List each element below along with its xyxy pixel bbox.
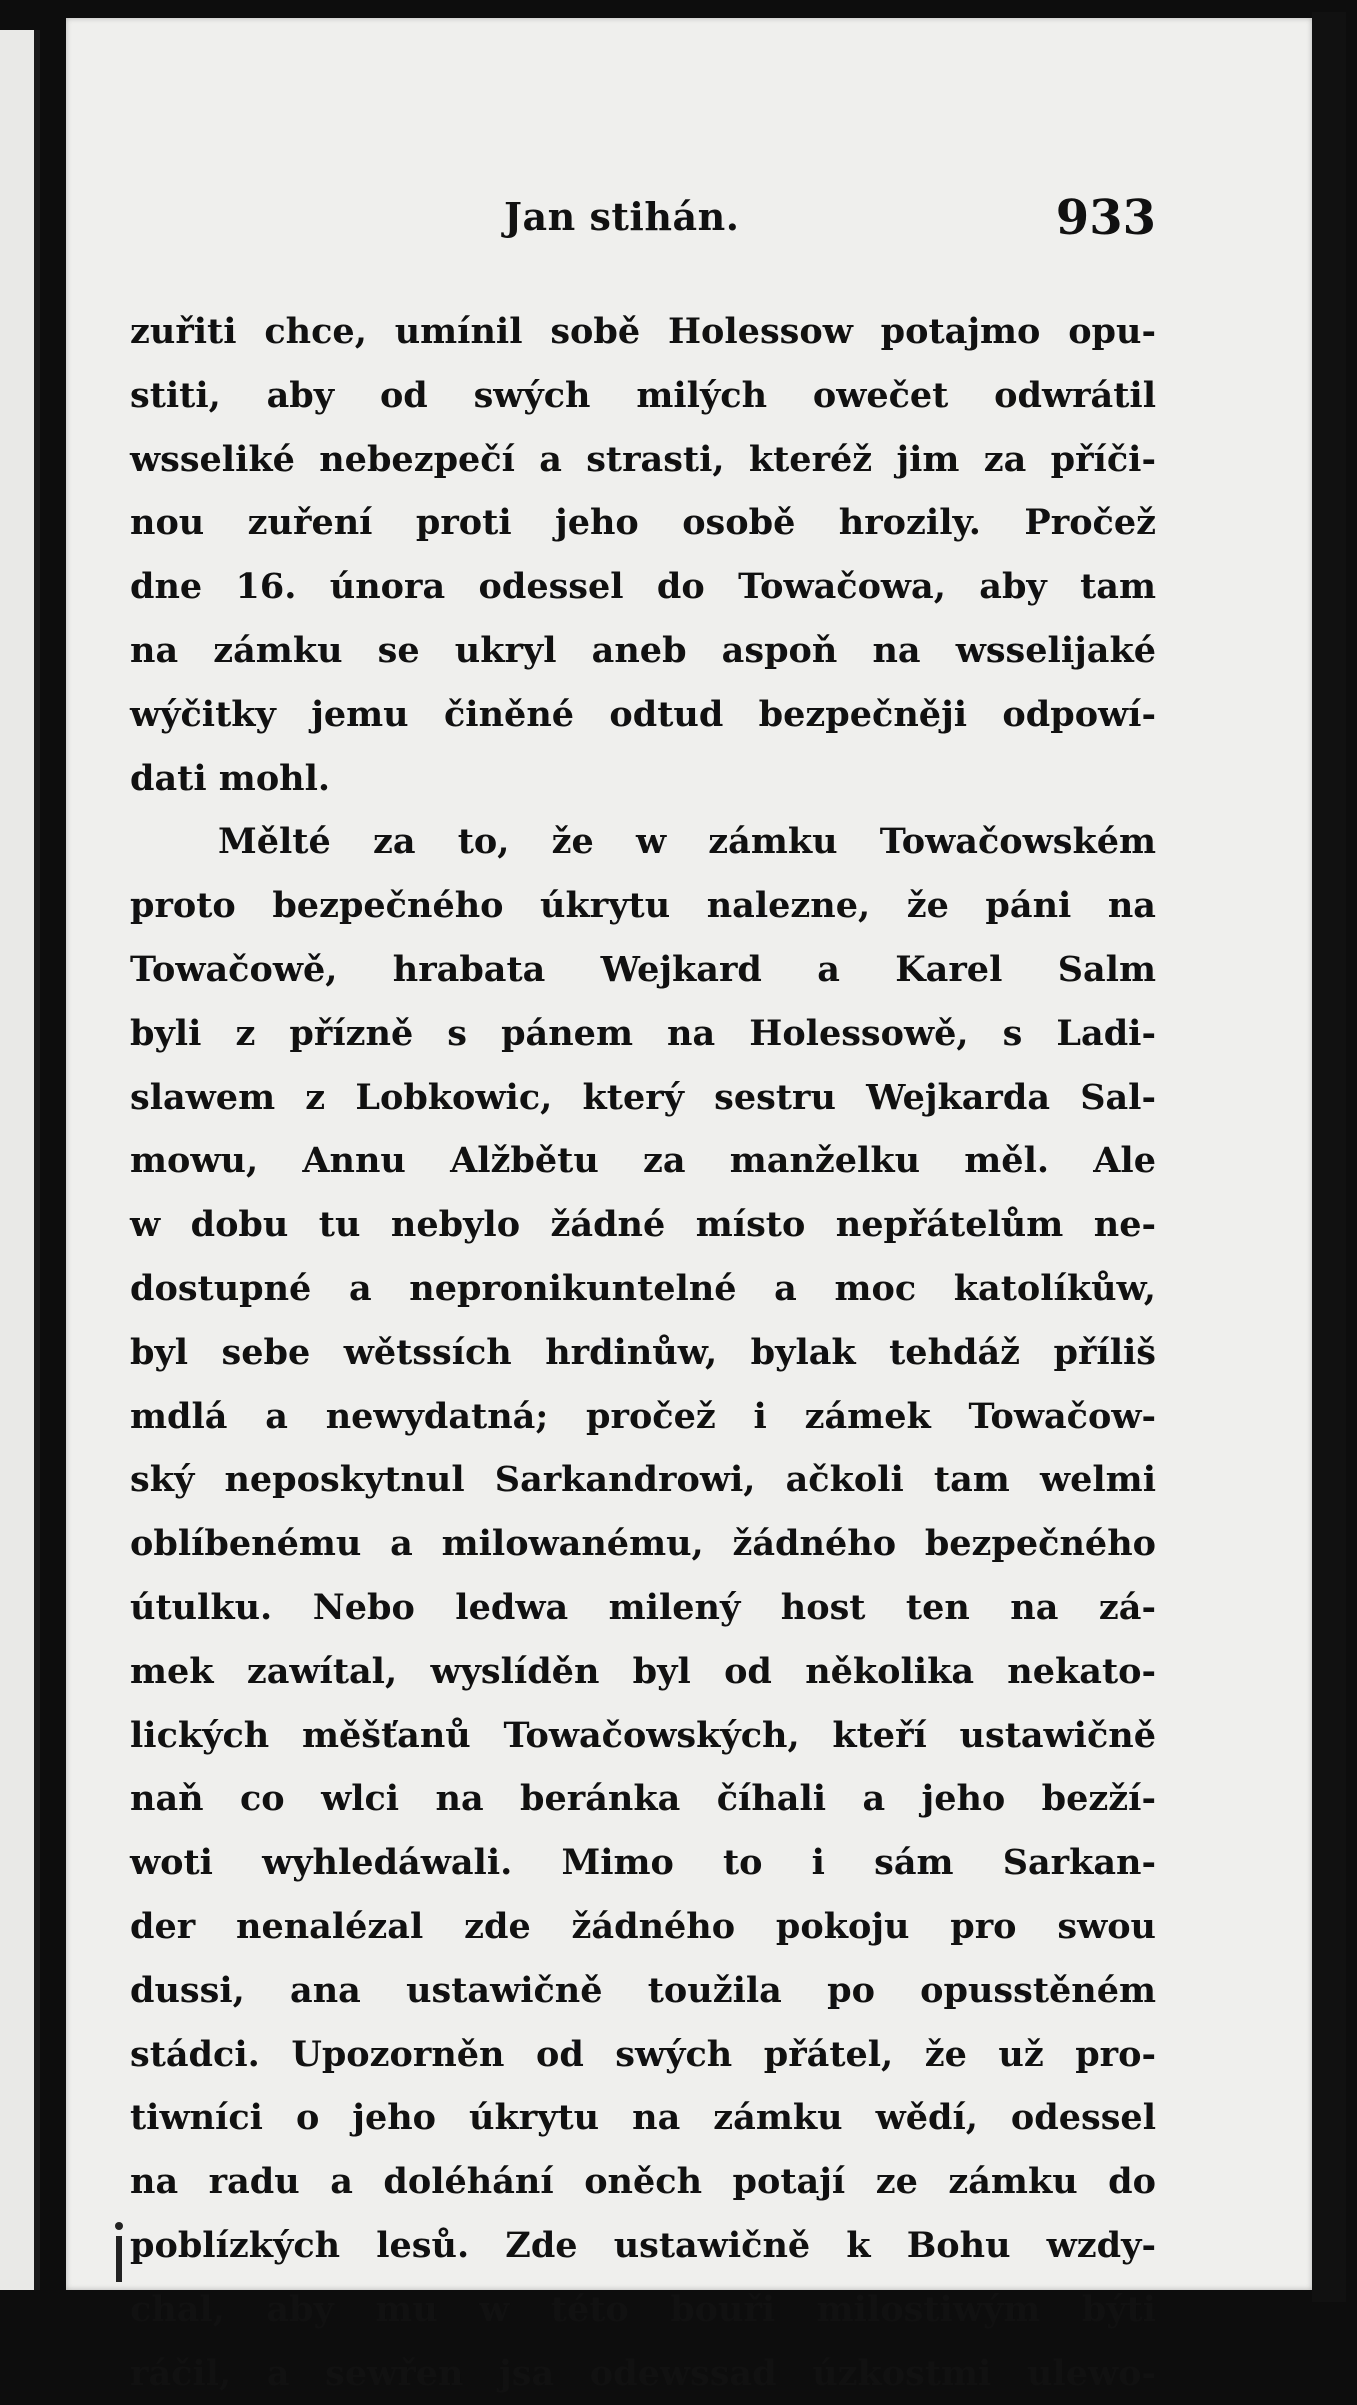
text-line: woti wyhledáwali. Mimo to i sám Sarkan-	[130, 1831, 1156, 1895]
text-line: wsseliké nebezpečí a strasti, kteréž jim za příči-	[130, 428, 1156, 492]
text-line: wýčitky jemu činěné odtud bezpečněji odpowí-	[130, 683, 1156, 747]
book-page	[66, 18, 1312, 2290]
text-line: der nenalézal zde žádného pokoju pro swou	[130, 1895, 1156, 1959]
text-line: ský neposkytnul Sarkandrowi, ačkoli tam welmi	[130, 1448, 1156, 1512]
page-number: 933	[1056, 190, 1156, 246]
text-line: slawem z Lobkowic, který sestru Wejkarda Sal-	[130, 1066, 1156, 1130]
text-line: proto bezpečného úkrytu nalezne, že páni na	[130, 874, 1156, 938]
text-line: zuřiti chce, umínil sobě Holessow potajmo opu-	[130, 300, 1156, 364]
text-line: Towačowě, hrabata Wejkard a Karel Salm	[130, 938, 1156, 1002]
text-line: w dobu tu nebylo žádné místo nepřátelům ne-	[130, 1193, 1156, 1257]
text-line: útulku. Nebo ledwa milený host ten na zá-	[130, 1576, 1156, 1640]
text-line: mdlá a newydatná; pročež i zámek Towačow-	[130, 1385, 1156, 1449]
text-line: stádci. Upozorněn od swých přátel, že už pro-	[130, 2023, 1156, 2087]
paragraph-start-line: Mělté za to, že w zámku Towačowském	[130, 810, 1156, 874]
text-line: dne 16. února odessel do Towačowa, aby tam	[130, 555, 1156, 619]
text-line: dussi, ana ustawičně toužila po opusstěném	[130, 1959, 1156, 2023]
text-line: poblízkých lesů. Zde ustawičně k Bohu wzdy-	[130, 2214, 1156, 2278]
running-title: Jan stihán.	[504, 194, 739, 239]
text-line: dostupné a nepronikuntelné a moc katolíkůw,	[130, 1257, 1156, 1321]
text-line: stiti, aby od swých milých owečet odwrátil	[130, 364, 1156, 428]
text-line: dati mohl.	[130, 747, 1156, 811]
text-line: mek zawítal, wyslíděn byl od několika nekato-	[130, 1640, 1156, 1704]
text-line: na zámku se ukryl aneb aspoň na wsselijaké	[130, 619, 1156, 683]
text-line: byl sebe wětssích hrdinůw, bylak tehdáž příliš	[130, 1321, 1156, 1385]
text-line: oblíbenému a milowanému, žádného bezpečného	[130, 1512, 1156, 1576]
text-line: ráčil, a sewřen jsa odewssad úzkostmi ulewo-	[130, 2342, 1156, 2405]
body-text	[130, 300, 1156, 2405]
margin-mark	[116, 2236, 122, 2282]
right-border-strip	[1312, 12, 1346, 2302]
text-line: na radu a doléhání oněch potají ze zámku do	[130, 2150, 1156, 2214]
text-line: lických měšťanů Towačowských, kteří ustawičně	[130, 1704, 1156, 1768]
text-line: byli z přízně s pánem na Holessowě, s Ladi-	[130, 1002, 1156, 1066]
text-line: chal, aby mu w této bouři milostiwým býti	[130, 2278, 1156, 2342]
text-line: nou zuření proti jeho osobě hrozily. Pročež	[130, 491, 1156, 555]
text-line: naň co wlci na beránka číhali a jeho bezží-	[130, 1767, 1156, 1831]
text-line: mowu, Annu Alžbětu za manželku měl. Ale	[130, 1129, 1156, 1193]
text-line: tiwníci o jeho úkrytu na zámku wědí, odessel	[130, 2086, 1156, 2150]
page-header	[66, 194, 1312, 264]
previous-page-edge	[0, 30, 40, 2290]
